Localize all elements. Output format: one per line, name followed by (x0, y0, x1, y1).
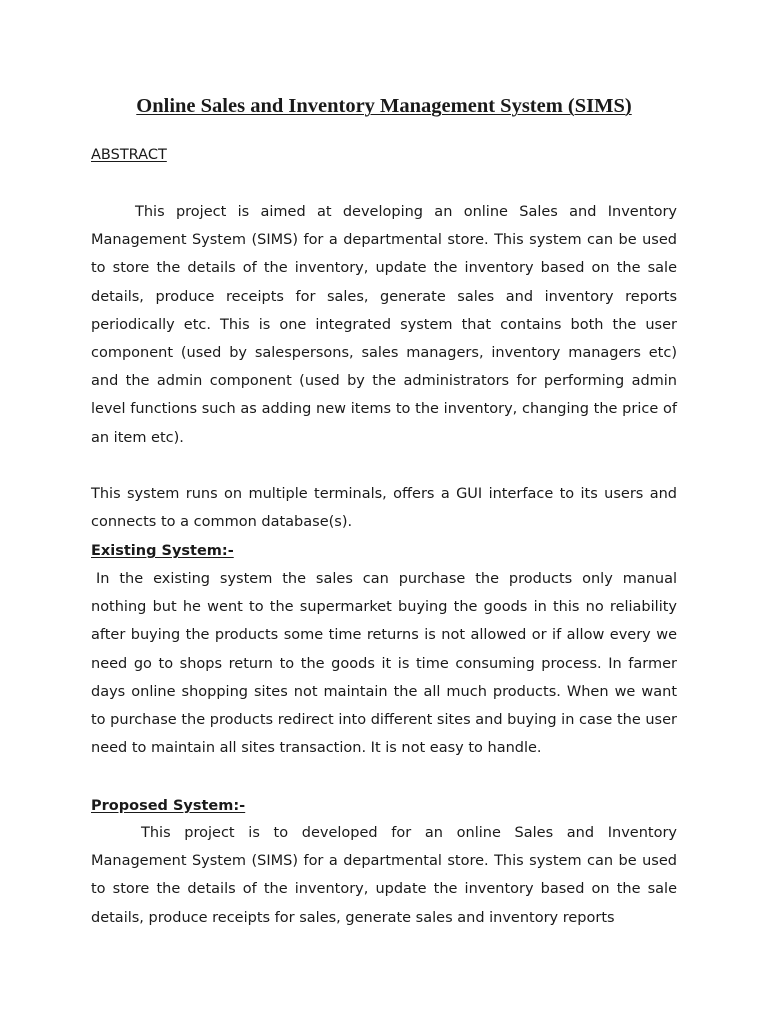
abstract-paragraph-1: This project is aimed at developing an online Sales and Inventory Management System (SIMS) for a departmental store. This system can be used to store the details of the inventory, update the inventory based on the sale details, produce receipts for sales, generate sales and inventory reports periodically etc. This is one integrated system that contains both the user component (used by salespersons, sales managers, inventory managers etc) and the admin component (used by the administrators for performing admin level functions such as adding new items to the inventory, changing the price of an item etc). (91, 204, 677, 446)
document-title: Online Sales and Inventory Management System (SIMS) (136, 95, 632, 117)
existing-system-paragraph: In the existing system the sales can purchase the products only manual nothing but he went to the supermarket buying the goods in this no reliability after buying the products some time returns is not allowed or if allow every we need go to shops return to the goods it is time consuming process. In farmer days online shopping sites not maintain the all much products. When we want to purchase the products redirect into different sites and buying in case the user need to maintain all sites transaction. It is not easy to handle. (91, 571, 677, 757)
proposed-system-paragraph: This project is to developed for an online Sales and Inventory Management System (SIMS) for a departmental store. This system can be used to store the details of the inventory, update the inventory based on the sale details, produce receipts for sales, generate sales and inventory reports (91, 825, 677, 926)
abstract-heading: ABSTRACT (91, 147, 167, 163)
abstract-paragraph-2: This system runs on multiple terminals, offers a GUI interface to its users and connects to a common database(s). (91, 486, 677, 531)
existing-system-heading: Existing System:- (91, 543, 234, 559)
proposed-system-heading: Proposed System:- (91, 798, 246, 814)
